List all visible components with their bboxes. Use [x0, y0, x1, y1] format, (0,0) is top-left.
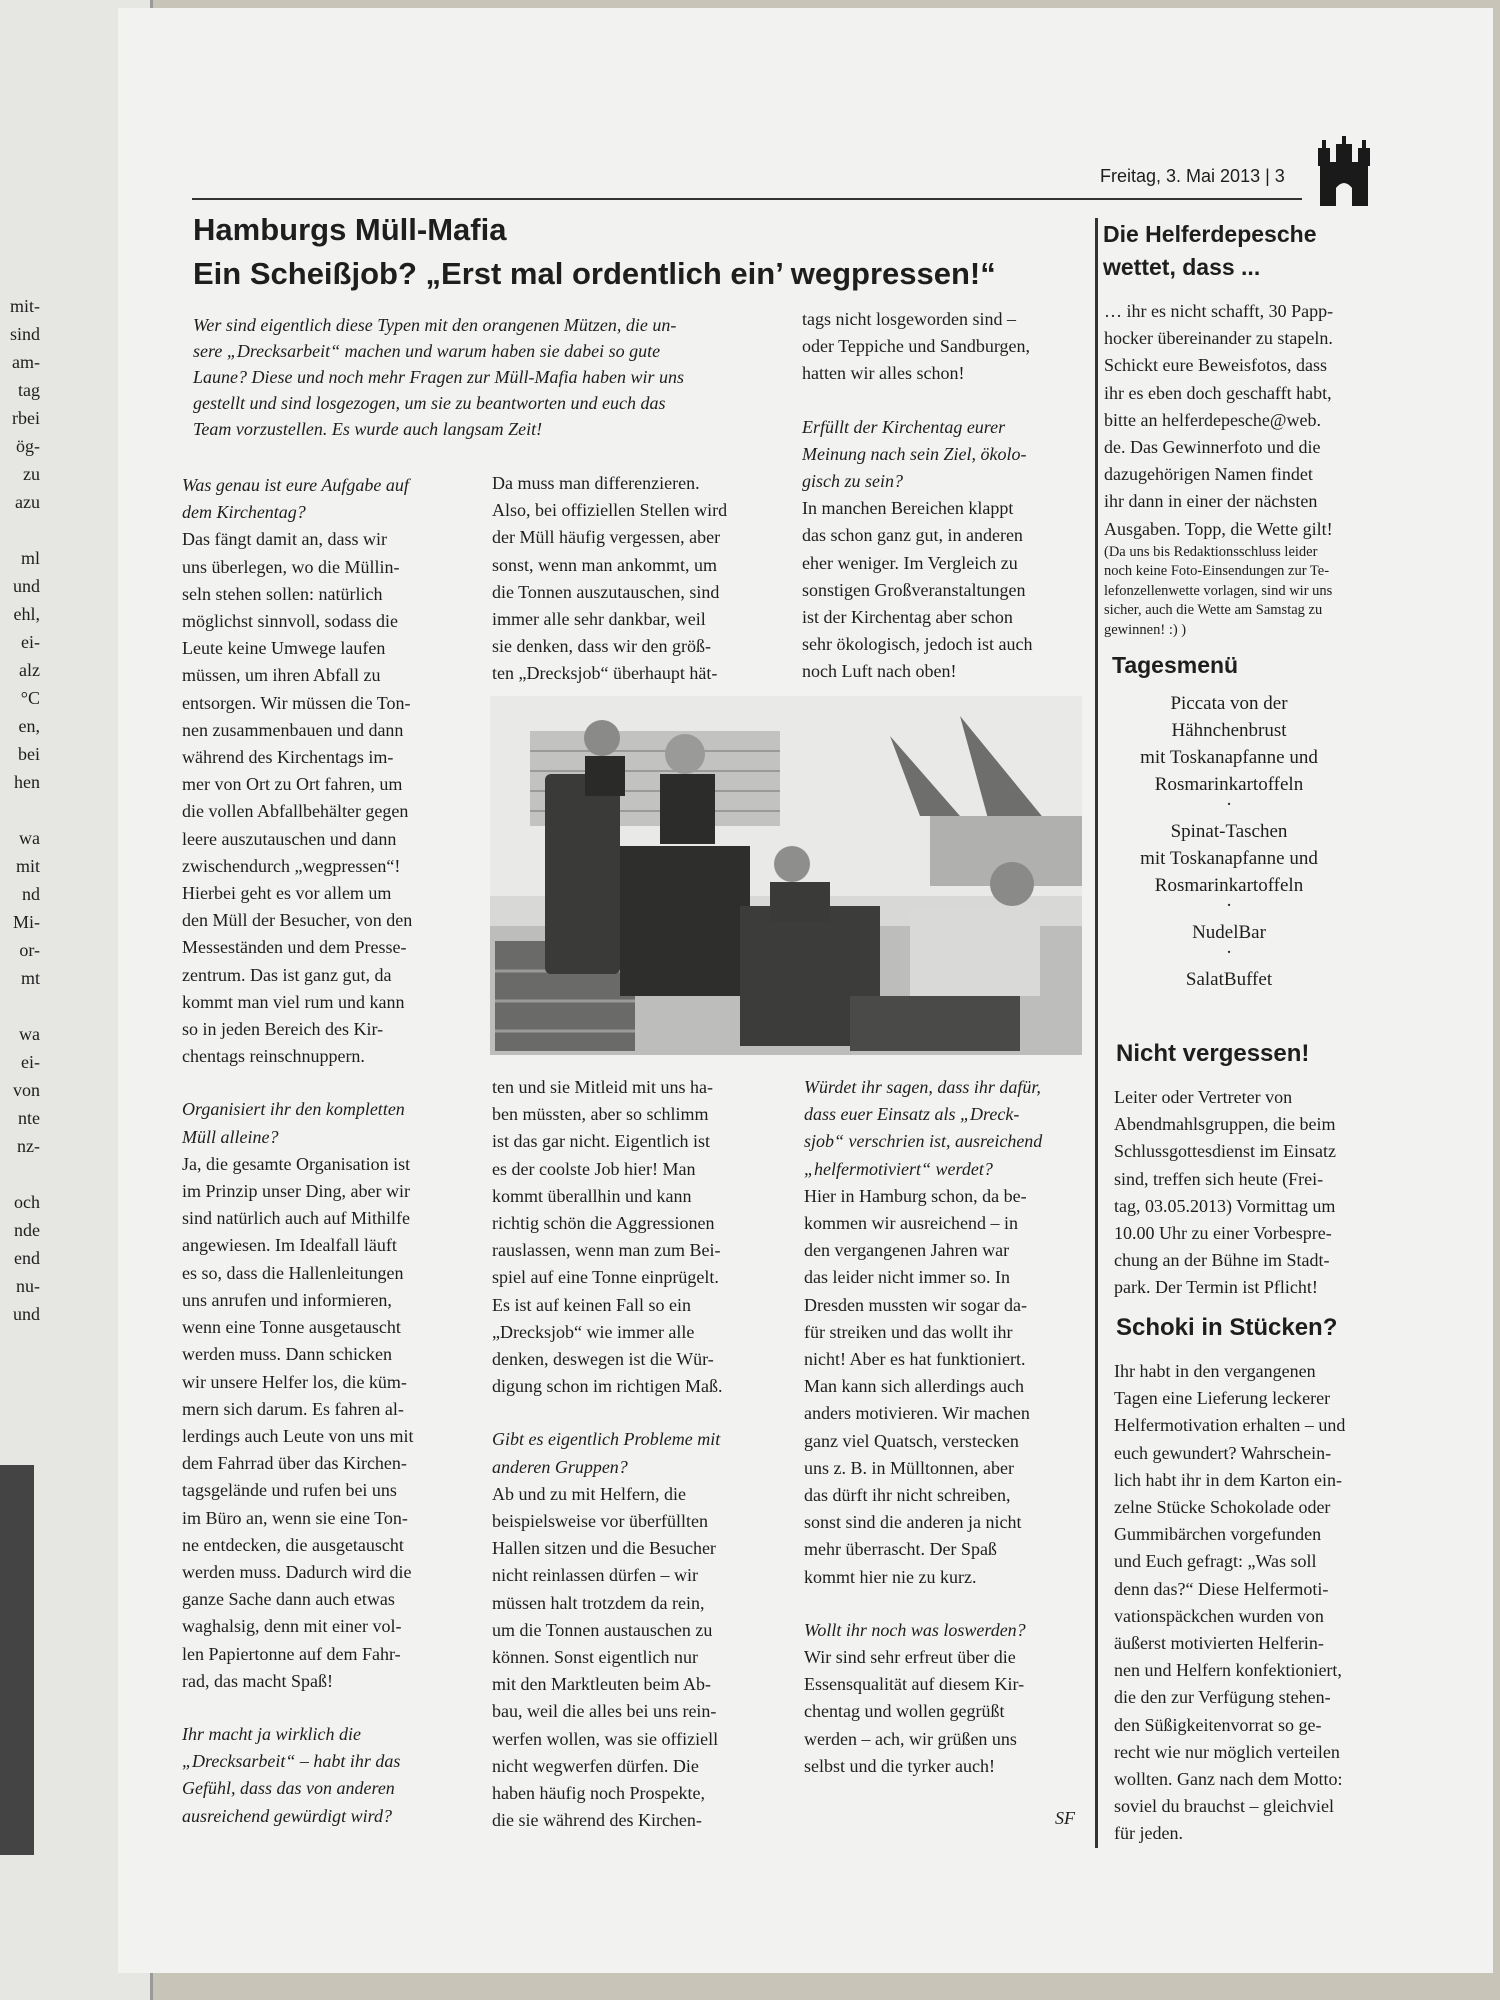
text-line: sere „Drecksarbeit“ machen und warum haben sie dabei so gute: [193, 341, 661, 361]
text-line: „Drecksarbeit“ – habt ihr das: [182, 1751, 401, 1772]
previous-page-fragment: mt: [20, 968, 40, 988]
text-line: sonst, wenn man ankommt, um: [492, 554, 717, 575]
text-line: sonstigen Großveranstaltungen: [802, 579, 1026, 600]
text-line: nen zusammenbauen und dann: [182, 719, 404, 740]
text-line: ihr dann in einer der nächsten: [1104, 491, 1318, 512]
text-line: sind natürlich auch auf Mithilfe: [182, 1208, 410, 1229]
text-line: die den zur Verfügung stehen-: [1114, 1687, 1331, 1708]
text-line: ten „Drecksjob“ überhaupt hät-: [492, 663, 718, 684]
text-line: ganze Sache dann auch etwas: [182, 1589, 395, 1610]
text-line: chentags reinschnuppern.: [182, 1046, 365, 1067]
text-line: müssen, um ihren Abfall zu: [182, 665, 381, 686]
text-line: Würdet ihr sagen, dass ihr dafür,: [804, 1077, 1041, 1097]
question: [492, 1426, 768, 1480]
answer: [492, 1074, 768, 1400]
text-line: nicht reinlassen dürfen – wir: [492, 1565, 698, 1586]
text-line: richtig schön die Aggressionen: [492, 1213, 715, 1234]
text-line: Piccata von der: [1170, 693, 1288, 714]
text-line: werden muss. Dann schicken: [182, 1344, 392, 1365]
text-line: das dürft ihr nicht schreiben,: [804, 1485, 1011, 1506]
text-line: spiel auf eine Tonne einprügelt.: [492, 1267, 719, 1288]
text-line: uns z. B. in Mülltonnen, aber: [804, 1457, 1014, 1478]
text-line: gisch zu sein?: [802, 471, 903, 492]
text-line: recht wie nur möglich verteilen: [1114, 1741, 1340, 1762]
text-line: Ihr macht ja wirklich die: [182, 1723, 361, 1744]
text-line: Wir sind sehr erfreut über die: [804, 1647, 1016, 1668]
text-line: Ausgaben. Topp, die Wette gilt!: [1104, 518, 1333, 539]
text-line: sicher, auch die Wette am Samstag zu: [1104, 602, 1323, 619]
text-line: anderen Gruppen?: [492, 1456, 628, 1477]
previous-page-fragment: alz: [19, 660, 40, 680]
previous-page-fragment: ei-: [21, 1052, 40, 1072]
header-rule: [192, 198, 1302, 200]
question: [802, 414, 1078, 496]
text-line: sjob“ verschrien ist, ausreichend: [804, 1131, 1043, 1152]
text-line: angewiesen. Im Idealfall läuft: [182, 1235, 397, 1256]
text-line: Essensqualität auf diesem Kir-: [804, 1674, 1025, 1695]
menu-separator: ·: [1225, 942, 1233, 963]
text-line: rauslassen, wenn man zum Bei-: [492, 1240, 721, 1261]
text-line: mer von Ort zu Ort fahren, um: [182, 774, 403, 795]
schoki-text: [1114, 1358, 1348, 1848]
menu-item-spinat-taschen: [1110, 818, 1348, 899]
text-line: de. Das Gewinnerfoto und die: [1104, 437, 1321, 458]
previous-page-fragment: end: [14, 1248, 40, 1268]
previous-page-fragment: azu: [15, 492, 40, 512]
previous-page-fragment: och: [14, 1192, 40, 1212]
text-line: kommen wir ausreichend – in: [804, 1213, 1018, 1234]
text-line: entsorgen. Wir müssen die Ton-: [182, 692, 411, 713]
text-line: oder Teppiche und Sandburgen,: [802, 336, 1031, 357]
text-line: wenn eine Tonne ausgetauscht: [182, 1317, 401, 1338]
article-column-2-top: [492, 470, 768, 688]
text-line: es so, dass die Hallenleitungen: [182, 1262, 404, 1283]
text-line: mern sich darum. Es fahren al-: [182, 1398, 404, 1419]
text-line: Organisiert ihr den kompletten: [182, 1099, 405, 1120]
text-line: werfen wollen, was sie offiziell: [492, 1728, 719, 1749]
previous-page-fragment: mit-: [10, 296, 40, 316]
text-line: eher weniger. Im Vergleich zu: [802, 552, 1018, 573]
text-line: nicht wegwerfen dürfen. Die: [492, 1755, 699, 1776]
text-line: wir unsere Helfer los, die küm-: [182, 1371, 407, 1392]
previous-page-fragment: wa: [19, 828, 40, 848]
text-line: nicht! Aber es hat funktioniert.: [804, 1349, 1026, 1370]
group-photo-waste-team-with-bins: [490, 696, 1082, 1055]
text-line: zelne Stücke Schokolade oder: [1114, 1497, 1331, 1518]
text-line: Dresden mussten wir sogar da-: [804, 1294, 1027, 1315]
sidebar-wette-heading: [1103, 218, 1316, 284]
text-line: zentrum. Das ist ganz gut, da: [182, 964, 392, 985]
text-line: und Euch gefragt: „Was soll: [1114, 1551, 1317, 1572]
text-line: tagsgelände und rufen bei uns: [182, 1480, 397, 1501]
dateline: Freitag, 3. Mai 2013 | 3: [1100, 166, 1285, 186]
previous-page-fragment: am-: [12, 352, 40, 372]
text-line: euch gewundert? Wahrschein-: [1114, 1442, 1332, 1463]
text-line: (Da uns bis Redaktionsschluss leider: [1104, 543, 1318, 560]
text-line: kommt überallhin und kann: [492, 1185, 692, 1206]
text-line: um die Tonnen austauschen zu: [492, 1619, 713, 1640]
text-line: während des Kirchentags im-: [182, 747, 394, 768]
text-line: dem Kirchentag?: [182, 502, 306, 523]
text-line: 10.00 Uhr zu einer Vorbespre-: [1114, 1223, 1332, 1244]
text-line: Wollt ihr noch was loswerden?: [804, 1619, 1026, 1640]
menu-separator: ·: [1225, 895, 1233, 916]
menu-item-nudelbar: NudelBar: [1192, 922, 1266, 943]
answer: [182, 1151, 464, 1695]
previous-page-fragment: °C: [20, 688, 40, 708]
text-line: müssen halt trotzdem da rein,: [492, 1592, 705, 1613]
text-line: der Müll häufig vergessen, aber: [492, 527, 721, 548]
menu-item-salatbuffet: SalatBuffet: [1185, 969, 1273, 990]
text-line: die Tonnen auszutauschen, sind: [492, 581, 720, 602]
text-line: Gibt es eigentlich Probleme mit: [492, 1429, 721, 1450]
text-line: gestellt und sind losgezogen, um sie zu beantworten und euch das: [193, 393, 666, 413]
text-line: wollten. Ganz nach dem Motto:: [1114, 1769, 1343, 1790]
text-line: selbst und die tyrker auch!: [804, 1755, 995, 1776]
previous-page-fragment: en,: [18, 716, 40, 736]
previous-page-fragment: ei-: [21, 632, 40, 652]
text-line: Ihr habt in den vergangenen: [1114, 1361, 1316, 1381]
previous-page-fragment: nd: [22, 884, 40, 904]
text-line: sehr ökologisch, jedoch ist auch: [802, 634, 1033, 655]
text-line: lich habt ihr in dem Karton ein-: [1114, 1469, 1342, 1490]
previous-page-fragment: Mi-: [13, 912, 40, 932]
text-line: Team vorzustellen. Es wurde auch langsam Zeit!: [193, 419, 543, 439]
text-line: Es ist auf keinen Fall so ein: [492, 1294, 691, 1315]
menu-separator: ·: [1225, 794, 1233, 815]
text-line: Da muss man differenzieren.: [492, 473, 700, 493]
text-line: kommt man viel rum und kann: [182, 991, 405, 1012]
text-line: sind, treffen sich heute (Frei-: [1114, 1168, 1324, 1189]
text-line: zwischendurch „wegpressen“!: [182, 855, 401, 876]
text-line: den Süßigkeitenvorrat so ge-: [1114, 1714, 1322, 1735]
previous-page-fragment: nde: [14, 1220, 40, 1240]
answer: [804, 1183, 1082, 1591]
answer: [802, 306, 1078, 388]
text-line: werden muss. Dadurch wird die: [182, 1561, 412, 1582]
text-line: leere auszutauschen und dann: [182, 828, 397, 849]
text-line: ist der Kirchentag aber schon: [802, 607, 1013, 628]
text-line: mit Toskanapfanne und: [1140, 747, 1318, 768]
hamburg-castle-icon: [1318, 136, 1370, 206]
text-line: für streiken und das wollt ihr: [804, 1321, 1013, 1342]
text-line: ganz viel Quatsch, verstecken: [804, 1430, 1019, 1451]
text-line: seln stehen sollen: natürlich: [182, 583, 383, 604]
reminder-body: [1114, 1084, 1348, 1302]
article-column-2-bottom: [492, 1074, 768, 1834]
answer: [802, 495, 1078, 685]
text-line: im Büro an, wenn sie eine Ton-: [182, 1507, 408, 1528]
text-line: es der coolste Job hier! Man: [492, 1158, 696, 1179]
text-line: Spinat-Taschen: [1170, 821, 1288, 842]
text-line: noch Luft nach oben!: [802, 661, 957, 682]
article-column-3-top: [802, 306, 1078, 686]
author-signature: SF: [1055, 1808, 1075, 1828]
question: [804, 1617, 1082, 1644]
question: [182, 1096, 464, 1150]
text-line: Hallen sitzen und die Besucher: [492, 1538, 716, 1559]
text-line: Abendmahlsgruppen, die beim: [1114, 1114, 1336, 1135]
text-line: den vergangenen Jahren war: [804, 1240, 1010, 1261]
text-line: soviel du brauchst – gleichviel: [1114, 1796, 1334, 1817]
previous-page-fragment: nte: [18, 1108, 40, 1128]
question: [804, 1074, 1082, 1183]
text-line: sie denken, dass wir den größ-: [492, 636, 711, 657]
text-line: so in jeden Bereich des Kir-: [182, 1019, 384, 1040]
text-line: äußerst motivierten Helferin-: [1114, 1633, 1324, 1654]
text-line: Tagen eine Lieferung leckerer: [1114, 1388, 1331, 1409]
previous-page-fragment: ml: [20, 548, 40, 568]
previous-page-fragment: mit: [15, 856, 40, 876]
text-line: tag, 03.05.2013) Vormittag um: [1114, 1195, 1336, 1216]
text-line: Rosmarinkartoffeln: [1154, 774, 1304, 795]
text-line: mehr überrascht. Der Spaß: [804, 1539, 997, 1560]
article-column-3-bottom: [804, 1074, 1082, 1780]
text-line: Müll alleine?: [182, 1126, 279, 1147]
wette-body: [1104, 298, 1348, 543]
question: [182, 1721, 464, 1830]
previous-page-fragment: rbei: [12, 408, 40, 428]
text-line: ne entdecken, die ausgetauscht: [182, 1534, 404, 1555]
text-line: mit den Marktleuten beim Ab-: [492, 1674, 711, 1695]
answer: [182, 526, 464, 1070]
text-line: die sie während des Kirchen-: [492, 1810, 702, 1831]
menu-heading: Tagesmenü: [1112, 652, 1239, 678]
text-line: das leider nicht immer so. In: [804, 1267, 1010, 1288]
text-line: im Prinzip unser Ding, aber wir: [182, 1181, 410, 1202]
text-line: gewinnen! :) ): [1104, 621, 1187, 638]
text-line: Leute keine Umwege laufen: [182, 638, 386, 659]
text-line: sonst sind die anderen ja nicht: [804, 1512, 1022, 1533]
text-line: dazugehörigen Namen findet: [1104, 464, 1313, 485]
previous-page-fragment: wa: [19, 1024, 40, 1044]
text-line: len Papiertonne auf dem Fahr-: [182, 1643, 401, 1664]
previous-page-fragment: ög-: [16, 436, 40, 456]
previous-page-fragment: hen: [14, 772, 40, 792]
article-title: Hamburgs Müll-Mafia: [193, 212, 507, 247]
text-line: immer alle sehr dankbar, weil: [492, 609, 706, 630]
text-line: „Drecksjob“ wie immer alle: [492, 1321, 695, 1342]
text-line: kommt hier nie zu kurz.: [804, 1566, 977, 1587]
text-line: park. Der Termin ist Pflicht!: [1114, 1277, 1318, 1298]
text-line: chung an der Bühne im Stadt-: [1114, 1250, 1330, 1271]
text-line: für jeden.: [1114, 1823, 1183, 1844]
text-line: denken, deswegen ist die Wür-: [492, 1349, 714, 1370]
schoki-heading: Schoki in Stücken?: [1116, 1314, 1338, 1341]
previous-page-fragment: von: [13, 1080, 40, 1100]
text-line: Messeständen und dem Presse-: [182, 937, 407, 958]
previous-page-fragment: sind: [9, 324, 40, 344]
previous-page-fragment: ehl,: [13, 604, 40, 624]
text-line: Hierbei geht es vor allem um: [182, 883, 392, 904]
text-line: Ja, die gesamte Organisation ist: [182, 1153, 411, 1174]
text-line: wettet, dass ...: [1103, 254, 1261, 280]
wette-note: [1104, 543, 1348, 641]
text-line: dem Fahrrad über das Kirchen-: [182, 1453, 407, 1474]
text-line: „helfermotiviert“ werdet?: [804, 1158, 993, 1179]
text-line: ten und sie Mitleid mit uns ha-: [492, 1077, 713, 1097]
previous-page-photo-fragment: [0, 1465, 34, 1855]
text-line: möglichst sinnvoll, sodass die: [182, 611, 398, 632]
article-column-1: [182, 472, 464, 1830]
previous-page-fragment: nz-: [17, 1136, 40, 1156]
text-line: bitte an helferdepesche@web.: [1104, 409, 1321, 430]
text-line: rad, das macht Spaß!: [182, 1670, 333, 1691]
reminder-text: [1114, 1084, 1348, 1302]
previous-page-fragment: nu-: [16, 1276, 40, 1296]
text-line: Hähnchenbrust: [1171, 720, 1287, 741]
text-line: Laune? Diese und noch mehr Fragen zur Müll-Mafia haben wir uns: [193, 367, 684, 387]
text-line: Rosmarinkartoffeln: [1154, 875, 1304, 896]
text-line: hatten wir alles schon!: [802, 363, 965, 384]
previous-page-fragment: und: [13, 576, 40, 596]
text-line: Die Helferdepesche: [1103, 221, 1317, 247]
text-line: die vollen Abfallbehälter gegen: [182, 801, 409, 822]
previous-page-fragment: bei: [18, 744, 40, 764]
previous-page-fragment: und: [13, 1304, 40, 1324]
text-line: uns anrufen und informieren,: [182, 1289, 392, 1310]
text-line: Schickt eure Beweisfotos, dass: [1104, 355, 1327, 376]
text-line: ist das gar nicht. Eigentlich ist: [492, 1131, 710, 1152]
text-line: lefonzellenwette vorlagen, sind wir uns: [1104, 582, 1333, 599]
text-line: haben häufig noch Prospekte,: [492, 1783, 705, 1804]
question: [182, 472, 464, 526]
article-subtitle: Ein Scheißjob? „Erst mal ordentlich ein’ wegpressen!“: [193, 256, 996, 291]
text-line: Das fängt damit an, dass wir: [182, 529, 387, 550]
text-line: Wer sind eigentlich diese Typen mit den orangenen Mützen, die un-: [193, 315, 677, 335]
text-line: vationspäckchen wurden von: [1114, 1605, 1324, 1626]
sidebar-divider: [1095, 218, 1098, 1848]
text-line: … ihr es nicht schafft, 30 Papp-: [1104, 301, 1334, 321]
text-line: Meinung nach sein Ziel, ökolo-: [802, 443, 1027, 464]
text-line: denn das?“ Diese Helfermoti-: [1114, 1578, 1329, 1599]
text-line: bau, weil die alles bei uns rein-: [492, 1701, 717, 1722]
text-line: hocker übereinander zu stapeln.: [1104, 328, 1333, 349]
answer: [492, 1481, 768, 1835]
text-line: lerdings auch Leute von uns mit: [182, 1425, 414, 1446]
text-line: mit Toskanapfanne und: [1140, 848, 1318, 869]
text-line: Leiter oder Vertreter von: [1114, 1087, 1293, 1107]
text-line: Schlussgottesdienst im Einsatz: [1114, 1141, 1336, 1162]
text-line: Was genau ist eure Aufgabe auf: [182, 475, 409, 495]
text-line: ihr es eben doch geschafft habt,: [1104, 382, 1332, 403]
text-line: dass euer Einsatz als „Dreck-: [804, 1104, 1020, 1125]
reminder-heading: Nicht vergessen!: [1116, 1040, 1310, 1067]
text-line: Man kann sich allerdings auch: [804, 1376, 1024, 1397]
text-line: Gefühl, dass das von anderen: [182, 1778, 395, 1799]
previous-page-fragment: or-: [19, 940, 40, 960]
menu-item-piccata: [1110, 690, 1348, 798]
answer: [804, 1644, 1082, 1780]
answer: [492, 470, 768, 688]
schoki-body: [1114, 1358, 1348, 1848]
sidebar-wette-text: [1104, 298, 1348, 640]
text-line: waghalsig, denn mit einer vol-: [182, 1616, 402, 1637]
daily-menu: [1110, 690, 1348, 993]
text-line: Helfermotivation erhalten – und: [1114, 1415, 1346, 1436]
text-line: Erfüllt der Kirchentag eurer: [802, 416, 1006, 437]
text-line: Hier in Hamburg schon, da be-: [804, 1185, 1027, 1206]
text-line: noch keine Foto-Einsendungen zur Te-: [1104, 563, 1330, 580]
text-line: chentag und wollen gegrüßt: [804, 1701, 1005, 1722]
text-line: Also, bei offiziellen Stellen wird: [492, 500, 728, 521]
text-line: tags nicht losgeworden sind –: [802, 309, 1016, 329]
text-line: uns überlegen, wo die Müllin-: [182, 556, 400, 577]
text-line: nen und Helfern konfektioniert,: [1114, 1660, 1342, 1681]
text-line: In manchen Bereichen klappt: [802, 498, 1014, 519]
text-line: ben müssten, aber so schlimm: [492, 1104, 709, 1125]
text-line: anders motivieren. Wir machen: [804, 1403, 1030, 1424]
text-line: Gummibärchen vorgefunden: [1114, 1524, 1322, 1545]
text-line: können. Sonst eigentlich nur: [492, 1647, 698, 1668]
text-line: den Müll der Besucher, von den: [182, 910, 413, 931]
text-line: beispielsweise vor überfüllten: [492, 1511, 708, 1532]
article-intro: [193, 312, 765, 442]
text-line: werden – ach, wir grüßen uns: [804, 1728, 1017, 1749]
text-line: Ab und zu mit Helfern, die: [492, 1483, 686, 1504]
text-line: ausreichend gewürdigt wird?: [182, 1805, 392, 1826]
text-line: das schon ganz gut, in anderen: [802, 525, 1023, 546]
previous-page-fragment: tag: [18, 380, 40, 400]
text-line: digung schon im richtigen Maß.: [492, 1376, 723, 1397]
previous-page-fragment: zu: [23, 464, 40, 484]
